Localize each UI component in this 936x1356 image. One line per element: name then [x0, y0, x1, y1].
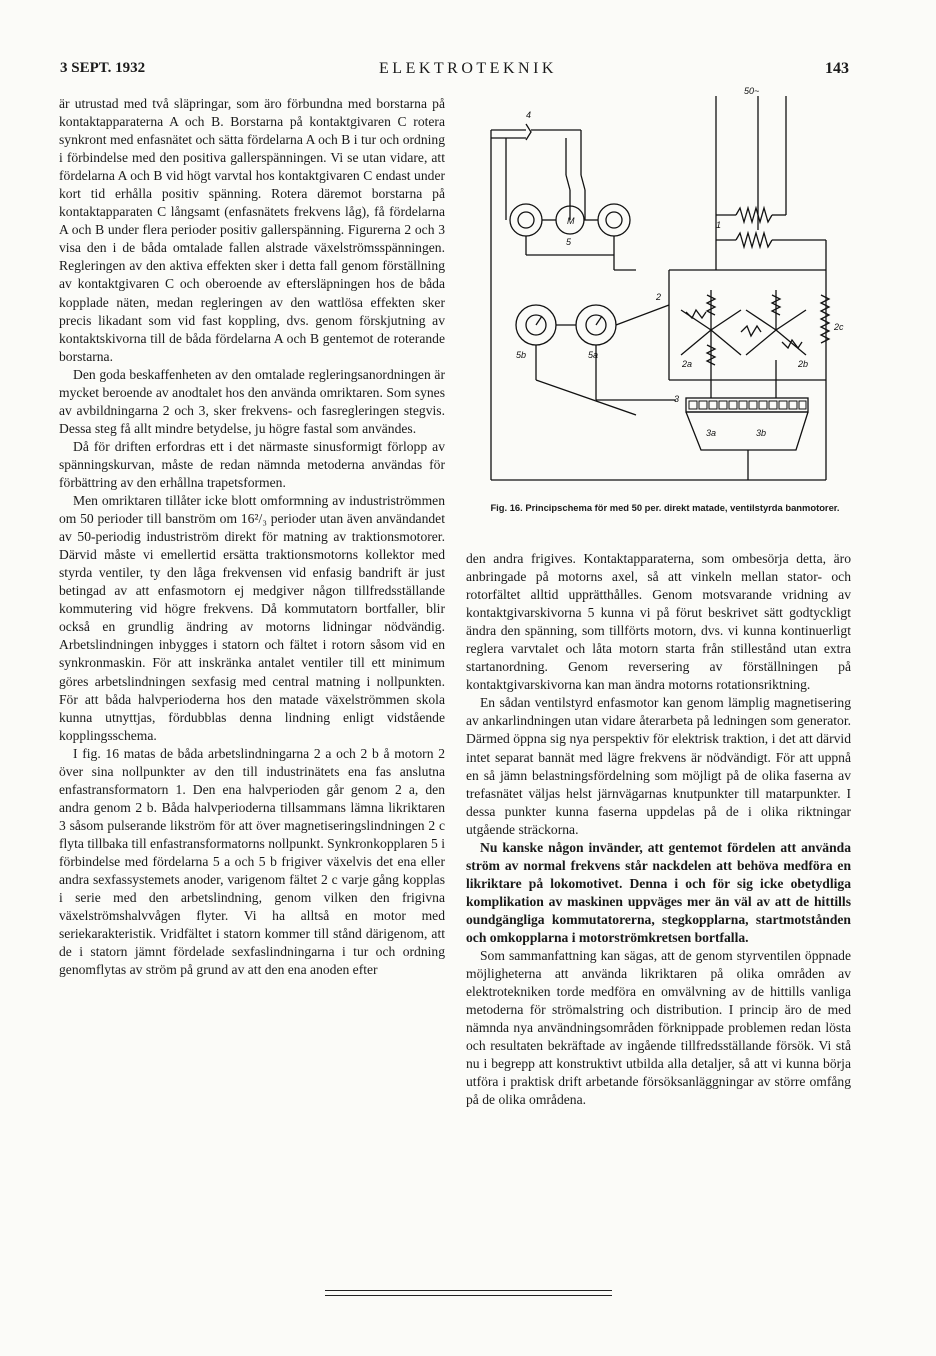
end-rule: [325, 1290, 612, 1291]
end-rule: [325, 1295, 612, 1296]
label-distributor-5b: 5b: [516, 350, 527, 360]
circuit-diagram-figure: [486, 80, 846, 500]
label-rectifier-3b: 3b: [756, 428, 767, 438]
paragraph: den andra frigives. Kontaktapparaterna, som ombesörja detta, äro anbringade på motorns axel, så att vinkeln mellan stator- och rotorfältet alltid upprätthålles. Genom motsvarande vridning av kontaktgivarskivorna 5 kunna vi på förut beskrivet sätt godtyckligt ändra den spänning, som tillförts motorn, dvs. vi kunna kontinuerligt reglera varvtalet och låta motorn starta från stillestånd utan extra startanordning. Genom reversering av förställningen på kontaktgivarskivorna kan man ändra motorns rotationsriktning.: [466, 551, 851, 693]
label-winding-2b: 2b: [798, 359, 809, 369]
label-winding-2a: 2a: [682, 359, 693, 369]
label-motor-m: M: [567, 216, 575, 226]
running-header-date: 3 SEPT. 1932: [60, 60, 146, 76]
paragraph: Den goda beskaffenheten av den omtalade regleringsanordningen är mycket beroende av anodtalet hos den använda omriktaren. Som synes av avbildningarna 2 och 3, sker frekvens- och fasregleringen stegvis. Dessa steg få allt mindre betydelse, ju högre fastal som användes.: [59, 366, 445, 436]
label-distributor-5a: 5a: [588, 350, 599, 360]
label-switch-4: 4: [526, 110, 532, 120]
label-coupler-5: 5: [566, 237, 572, 247]
right-text-column: [466, 550, 851, 1109]
figure-caption: Fig. 16. Principschema för med 50 per. direkt matade, ventilstyrda banmotorer.: [490, 502, 840, 513]
label-rectifier-3: 3: [674, 394, 680, 404]
page-number: 143: [825, 60, 849, 77]
paragraph: Som sammanfattning kan sägas, att de genom styrventilen öppnade möjligheterna att använda likriktaren på olika områden av elektrotekniken torde medföra en omvälvning av de hittills vanliga metoderna för strömalstring och distribution. I princip äro de med nämnda nya användningsområden förknippade problemen redan lösta och resultaten bekräftade av ingående tillfredsställande försök. Vi stå nu i begrepp att konstruktivt utbilda alla detaljer, så att vi kunna börja utföra i praktisk drift arbetande försöksanläggningar av större omfång på de olika områdena.: [466, 948, 851, 1108]
label-transformer-1: 1: [716, 220, 722, 230]
label-winding-2c: 2c: [834, 322, 844, 332]
paragraph: är utrustad med två släpringar, som äro förbundna med borstarna på kontaktapparaterna A och B. Borstarna på kontaktgivaren C rotera synkront med enfasnätet och sätta fördelarna A och B i tur och ordning i förbindelse med den positiva gallerspänningen. Vi se utan vidare, att fördelarna A och B vid högt varvtal hos kontaktgivaren C endast under kort tid erhålla positiv spänning. Rotera däremot borstarna på kontaktapparaten C långsamt (enfasnätets frekvens låg), få fördelarna A och B under flera perioder positiv gallerspänning. Figurerna 2 och 3 visa den i de båda omtalade fallen alstrade växelströmsspänningen. Regleringen av den aktiva effekten sker i detta fall genom förställning av kontaktgivaren C och oberoende av eftersläpningen hos de båda kopplade näten, medan regleringen av den wattlösa effekten sker precis likadant som vid fast koppling, dvs. genom förskjutning av kontaktskivorna till de båda fördelarna A och B gentemot de roterande borstarna.: [59, 96, 445, 364]
paragraph: I fig. 16 matas de båda arbetslindningarna 2 a och 2 b å motorn 2 över sina nollpunkter av den till industrinätets ena fas anslutna enfastransformatorn 1. Den ena halvperioden går genom 2 a, den andra genom 2 b. Båda halvperioderna tillsammans lämna likriktaren 3 såsom pulserande likström för att över magnetiseringslindningen 2 c flyta tillbaka till enfastransformatorns nollpunkt. Synkronkopplaren 5 i förbindelse med fördelarna 5 a och 5 b frigiver växelvis det ena eller andra sexfassystemets anoder, varigenom fältet 2 c varje gång kopplas i serie med den arbetslindning, genom vilken den frigivna växelströmshalvvågen flyter. Vi ha alltså en motor med seriekarakteristik. Vridfältet i statorn kommer till stånd därigenom, att de i statorn jämnt fördelade sexfaslindningarna i tur och ordning genomflytas av ström på grund av att den ena anoden efter: [59, 745, 445, 978]
label-supply: 50~: [744, 86, 760, 96]
paragraph-emphasized: Nu kanske någon invänder, att gentemot fördelen att använda ström av normal frekvens står nackdelen att behöva medföra en likriktare på lokomotivet. Denna i och för sig icke obetydliga komplikation av maskinen uppväges mer än väl av att de hittills oundgängliga kommutatorerna, stegkopplarna, startmotstånden och omkopplarna i motorströmkretsen bortfalla.: [466, 839, 851, 945]
paragraph: Då för driften erfordras ett i det närmaste sinusformigt förlopp av spänningskurvan, måste de redan nämnda metoderna användas för förbättring av den erhållna trapetsformen.: [59, 438, 445, 490]
paragraph: Men omriktaren tillåter icke blott omformning av industriströmmen om 50 perioder till banström om 16²/₃ perioder utan även användandet av 50-periodig industriström direkt för matning av traktionsmotorer. Därvid måste vi emellertid ersätta traktionsmotorns kollektor med styrda ventiler, ty den låga frekvensen vid enfasig bandrift är just betingad av att enfasmotorn ej medgiver någon tillfredsställande kommutering vid högre frekvens. Då kommutatorn bortfaller, blir också en grundlig ändring av motorns lidningar nödvändig. Arbetslindningen inbygges i statorn och fältet i rotorn såsom vid en synkronmaskin. För att inskränka antalet ventiler till ett minimum göres arbetslindningen sexfasig med central matning i nollpunkten. För att båda halvperioderna hos den matade växelströmmen skola kunna utnyttjas, fördubblas denna lindning enligt vidstående kopplingsschema.: [59, 493, 445, 743]
label-rectifier-3a: 3a: [706, 428, 717, 438]
left-text-column: [59, 95, 445, 979]
paragraph: En sådan ventilstyrd enfasmotor kan genom lämplig magnetisering av ankarlindningen utan vidare återarbeta på ledningen som generator. Därmed öppna sig nya perspektiv för elektrisk traktion, i det att därvid intet separat bannät med lägre frekvens är nödvändigt. För att uppnå en så jämn belastningsfördelning som möjligt på de olika faserna av trefasnätet väljas helst järnvägarnas knutpunkter till matarpunkter. I dessa punkter kunna faserna uppdelas på de i olika riktningar utgående sträckorna.: [466, 695, 851, 837]
circuit-diagram: [486, 80, 846, 500]
running-header-journal: ELEKTROTEKNIK: [379, 60, 557, 77]
label-motor-2: 2: [656, 292, 662, 302]
